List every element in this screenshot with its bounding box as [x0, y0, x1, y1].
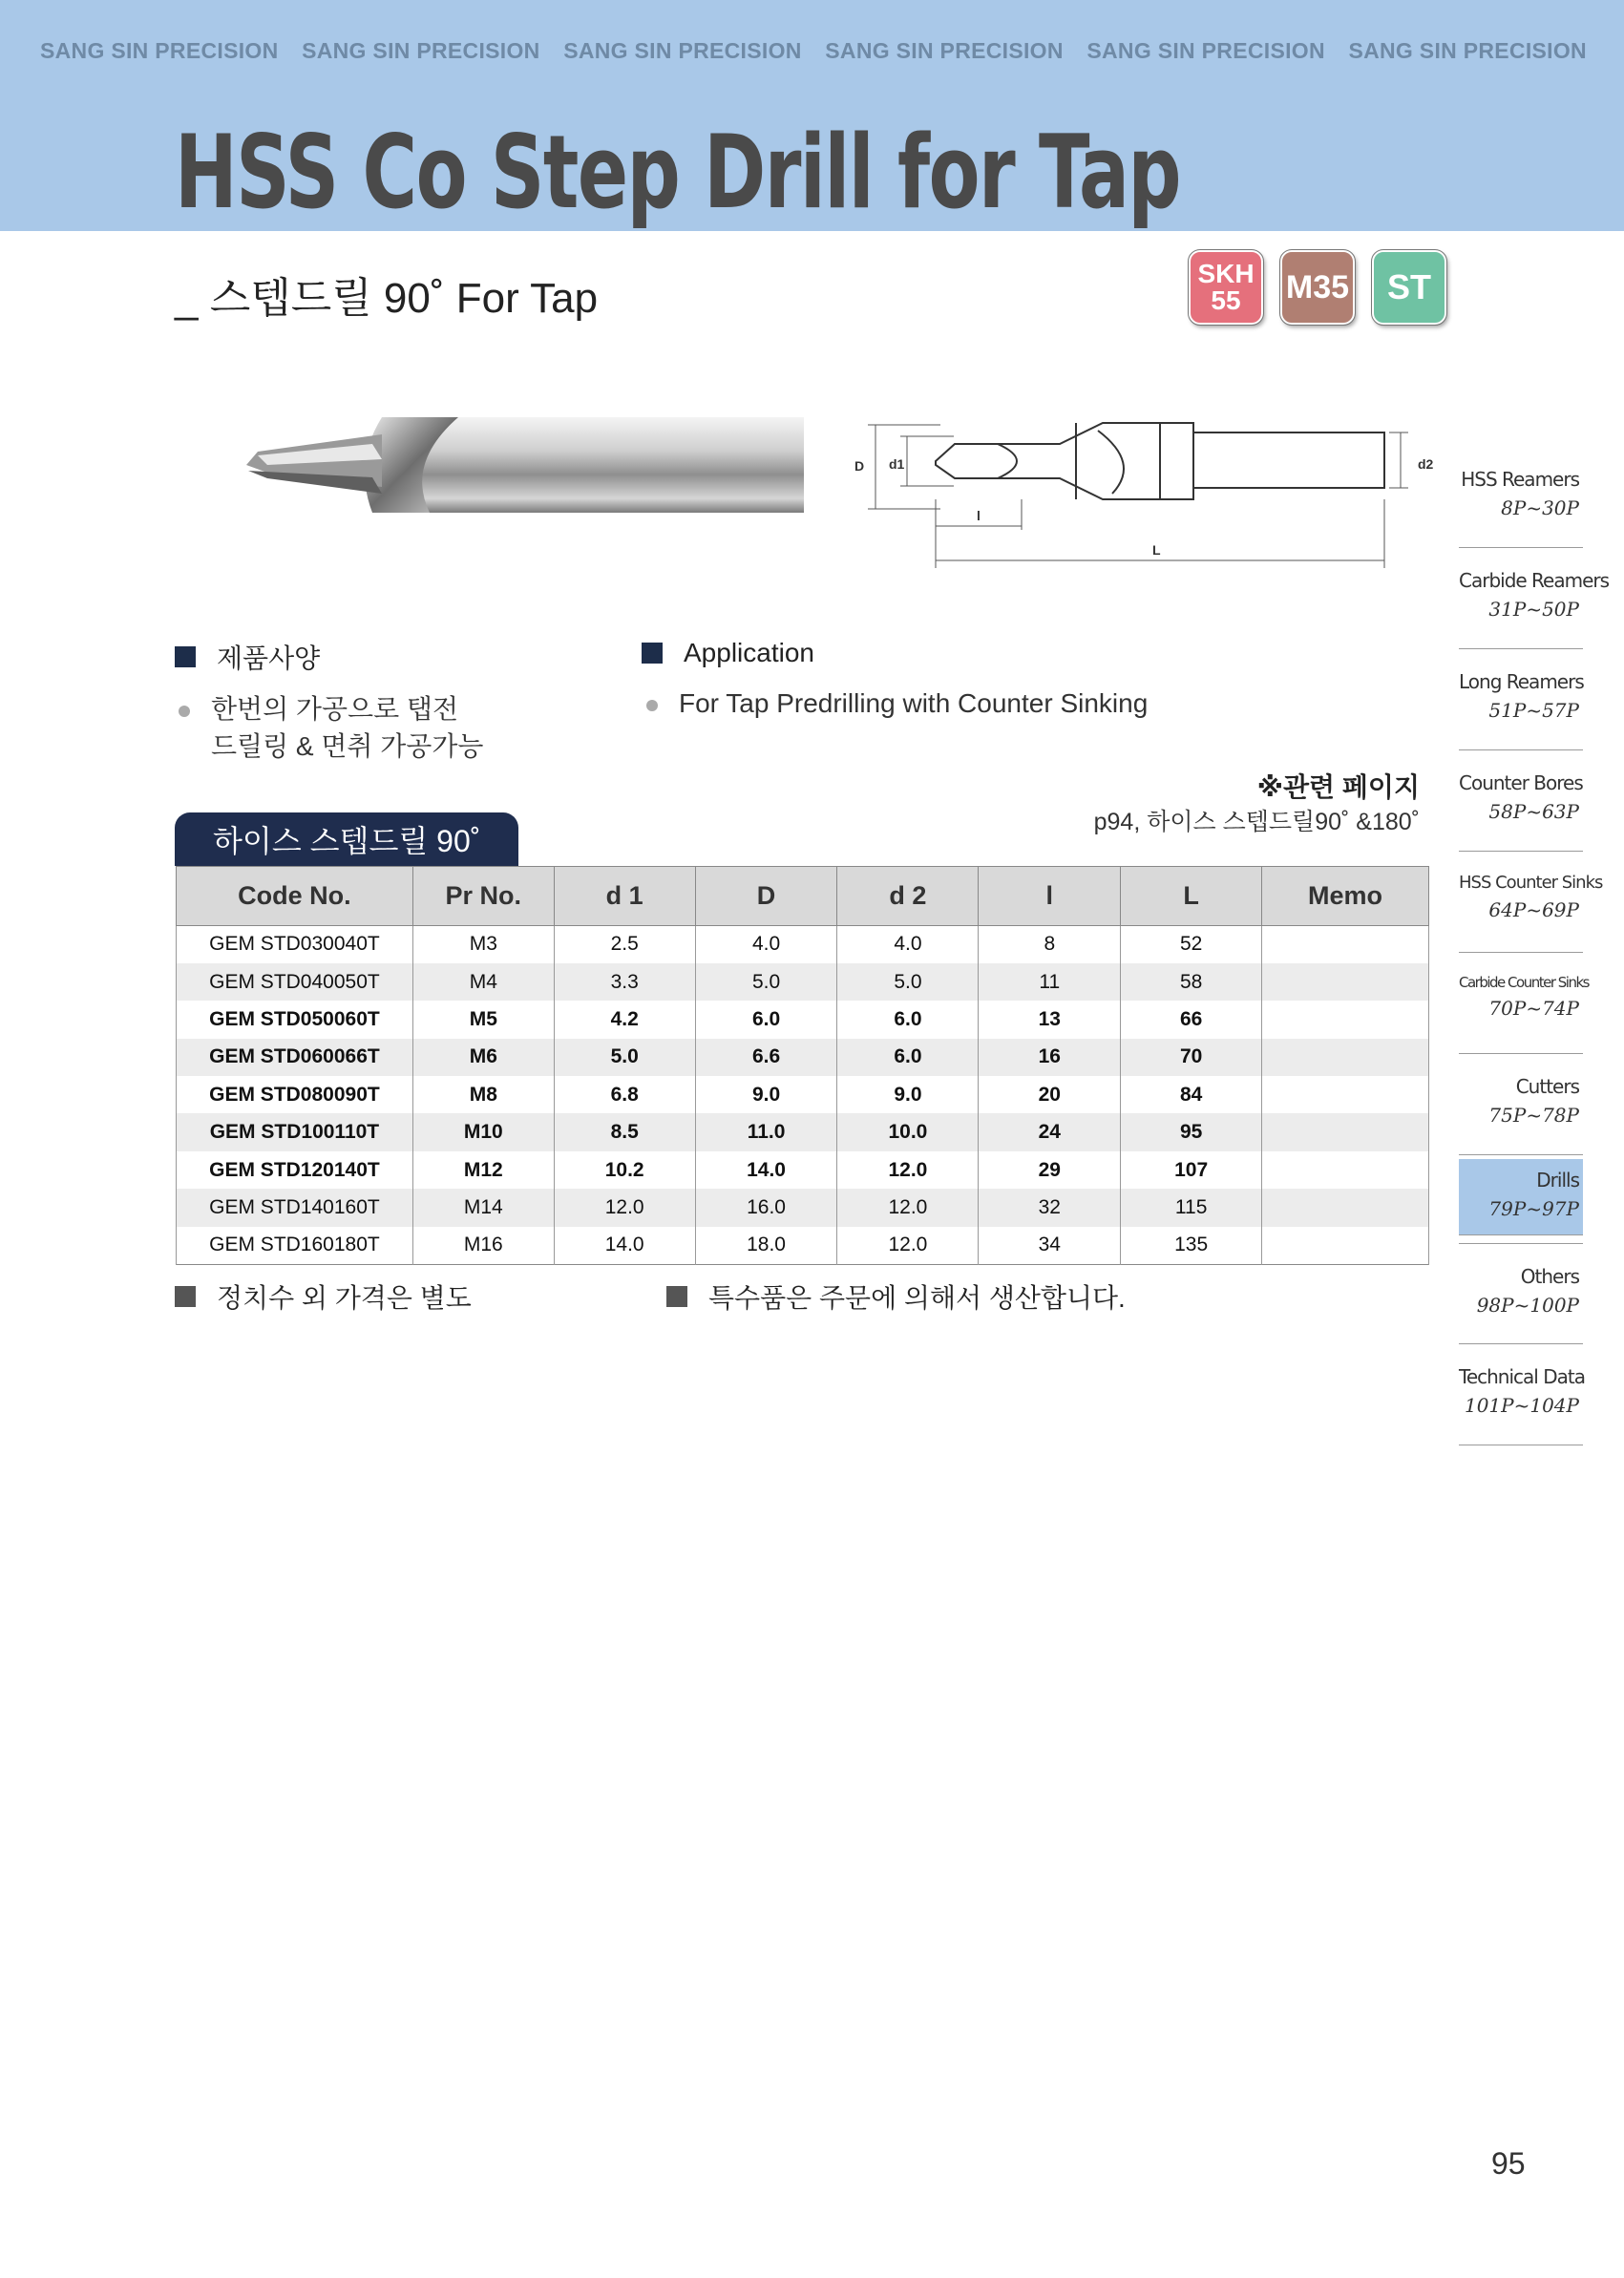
table-row — [177, 1151, 1429, 1189]
cell-pr: M12 — [412, 1151, 554, 1189]
cell-D: 11.0 — [695, 1113, 837, 1150]
cell-d1: 12.0 — [554, 1189, 695, 1226]
nav-item-pages: 98P~100P — [1476, 1294, 1579, 1317]
cell-d1: 6.8 — [554, 1076, 695, 1113]
table-row — [177, 1189, 1429, 1226]
cell-pr: M3 — [412, 926, 554, 963]
side-nav — [1459, 447, 1610, 1445]
cell-d1: 14.0 — [554, 1227, 695, 1264]
cell-memo — [1262, 1113, 1429, 1150]
nav-item-pages: 75P~78P — [1488, 1104, 1579, 1127]
table-row — [177, 1227, 1429, 1264]
badge-m35 — [1280, 250, 1355, 325]
cell-l: 32 — [979, 1189, 1121, 1226]
nav-item-pages: 101P~104P — [1464, 1394, 1579, 1417]
cell-L: 84 — [1121, 1076, 1262, 1113]
cell-pr: M14 — [412, 1189, 554, 1226]
nav-item-name: Cutters — [1515, 1075, 1579, 1098]
col-header-D: D — [695, 867, 837, 926]
feature-line — [211, 726, 483, 764]
cell-D: 6.0 — [695, 1001, 837, 1038]
application-heading-text: Application — [684, 638, 814, 667]
cell-d1: 10.2 — [554, 1151, 695, 1189]
badge-st — [1372, 250, 1446, 325]
cell-l: 8 — [979, 926, 1121, 963]
nav-item-carbide-counter-sinks[interactable] — [1459, 953, 1589, 1054]
nav-item-name: Others — [1520, 1265, 1579, 1288]
application-heading — [642, 638, 814, 668]
page-number: 95 — [1491, 2146, 1526, 2181]
col-header-d1: d 1 — [554, 867, 695, 926]
table-row — [177, 1039, 1429, 1076]
features-heading — [175, 638, 320, 676]
cell-memo — [1262, 1076, 1429, 1113]
footnote-special-order — [666, 1277, 1126, 1316]
nav-item-pages: 51P~57P — [1488, 699, 1579, 722]
brand-text: SANG SIN PRECISION — [302, 38, 540, 63]
feature-text: 한번의 가공으로 탭전 — [211, 694, 458, 724]
nav-item-name: HSS Counter Sinks — [1459, 873, 1603, 893]
page-title: HSS Co Step Drill for Tap — [175, 114, 1181, 231]
nav-item-name: HSS Reamers — [1461, 468, 1579, 491]
square-bullet-icon — [642, 643, 663, 664]
cell-pr: M8 — [412, 1076, 554, 1113]
cell-code: GEM STD060066T — [177, 1039, 413, 1076]
table-tab-text: 하이스 스텝드릴 90˚ — [213, 824, 481, 858]
table-row — [177, 926, 1429, 963]
cell-memo — [1262, 1001, 1429, 1038]
cell-d2: 6.0 — [837, 1039, 979, 1076]
application-line — [646, 688, 1148, 719]
cell-d2: 12.0 — [837, 1227, 979, 1264]
cell-L: 66 — [1121, 1001, 1262, 1038]
nav-item-counter-bores[interactable] — [1459, 750, 1583, 852]
cell-d1: 8.5 — [554, 1113, 695, 1150]
footnote-price — [175, 1277, 472, 1316]
table-row — [177, 1076, 1429, 1113]
cell-l: 24 — [979, 1113, 1121, 1150]
brand-text: SANG SIN PRECISION — [563, 38, 802, 63]
cell-code: GEM STD160180T — [177, 1227, 413, 1264]
footnote-text: 특수품은 주문에 의해서 생산합니다. — [708, 1283, 1126, 1313]
cell-d2: 10.0 — [837, 1113, 979, 1150]
nav-item-technical-data[interactable] — [1459, 1344, 1583, 1445]
cell-d2: 12.0 — [837, 1189, 979, 1226]
cell-l: 16 — [979, 1039, 1121, 1076]
cell-l: 20 — [979, 1076, 1121, 1113]
nav-item-name: Counter Bores — [1459, 771, 1583, 794]
nav-item-name: Technical Data — [1459, 1365, 1585, 1388]
application-text: For Tap Predrilling with Counter Sinking — [679, 688, 1149, 718]
cell-d1: 4.2 — [554, 1001, 695, 1038]
cell-l: 13 — [979, 1001, 1121, 1038]
cell-memo — [1262, 1039, 1429, 1076]
footnote-text: 정치수 외 가격은 별도 — [217, 1283, 472, 1313]
cell-D: 6.6 — [695, 1039, 837, 1076]
col-header-d2: d 2 — [837, 867, 979, 926]
dot-bullet-icon — [646, 700, 658, 711]
nav-item-name: Drills — [1536, 1169, 1579, 1192]
table-row — [177, 963, 1429, 1001]
cell-code: GEM STD050060T — [177, 1001, 413, 1038]
col-header-code: Code No. — [177, 867, 413, 926]
cell-d1: 2.5 — [554, 926, 695, 963]
table-row — [177, 1113, 1429, 1150]
cell-L: 95 — [1121, 1113, 1262, 1150]
cell-L: 70 — [1121, 1039, 1262, 1076]
cell-pr: M5 — [412, 1001, 554, 1038]
cell-pr: M10 — [412, 1113, 554, 1150]
brand-text: SANG SIN PRECISION — [1086, 38, 1325, 63]
cell-D: 18.0 — [695, 1227, 837, 1264]
dim-label-d2: d2 — [1418, 456, 1434, 472]
cell-l: 34 — [979, 1227, 1121, 1264]
square-bullet-icon — [666, 1286, 687, 1307]
cell-d2: 4.0 — [837, 926, 979, 963]
nav-item-pages: 79P~97P — [1488, 1197, 1579, 1220]
nav-item-pages: 8P~30P — [1501, 496, 1579, 519]
col-header-memo: Memo — [1262, 867, 1429, 926]
cell-memo — [1262, 926, 1429, 963]
cell-D: 4.0 — [695, 926, 837, 963]
cell-pr: M16 — [412, 1227, 554, 1264]
brand-text: SANG SIN PRECISION — [40, 38, 279, 63]
cell-d1: 5.0 — [554, 1039, 695, 1076]
dimension-diagram — [854, 387, 1446, 578]
cell-code: GEM STD120140T — [177, 1151, 413, 1189]
spec-table — [176, 866, 1429, 1265]
cell-D: 5.0 — [695, 963, 837, 1001]
cell-memo — [1262, 1227, 1429, 1264]
cell-d2: 12.0 — [837, 1151, 979, 1189]
cell-L: 115 — [1121, 1189, 1262, 1226]
cell-d2: 5.0 — [837, 963, 979, 1001]
col-header-l: l — [979, 867, 1121, 926]
badge-label: SKH 55 — [1197, 259, 1255, 315]
dim-label-l: l — [977, 508, 981, 523]
nav-item-name: Carbide Reamers — [1459, 569, 1610, 592]
square-bullet-icon — [175, 1286, 196, 1307]
feature-text: 드릴링 & 면취 가공가능 — [211, 731, 484, 761]
cell-pr: M4 — [412, 963, 554, 1001]
cell-memo — [1262, 963, 1429, 1001]
page-subtitle: _ 스텝드릴 90˚ For Tap — [175, 275, 599, 322]
badge-label: ST — [1386, 267, 1431, 306]
cell-L: 58 — [1121, 963, 1262, 1001]
related-pages-link[interactable]: p94, 하이스 스텝드릴90˚ &180˚ — [1093, 809, 1420, 835]
drill-photo — [239, 406, 812, 520]
table-header-row — [177, 867, 1429, 926]
nav-item-name: Carbide Counter Sinks — [1459, 974, 1589, 991]
related-pages-title: ※관련 페이지 — [1256, 772, 1420, 802]
nav-item-pages: 64P~69P — [1488, 898, 1579, 921]
cell-code: GEM STD080090T — [177, 1076, 413, 1113]
nav-item-others[interactable] — [1459, 1243, 1583, 1344]
nav-item-pages: 58P~63P — [1488, 800, 1579, 823]
material-badges — [1189, 250, 1446, 325]
cell-D: 16.0 — [695, 1189, 837, 1226]
cell-code: GEM STD140160T — [177, 1189, 413, 1226]
col-header-L: L — [1121, 867, 1262, 926]
nav-item-long-reamers[interactable] — [1459, 649, 1583, 750]
cell-D: 14.0 — [695, 1151, 837, 1189]
cell-pr: M6 — [412, 1039, 554, 1076]
cell-L: 135 — [1121, 1227, 1262, 1264]
square-bullet-icon — [175, 646, 196, 667]
dot-bullet-icon — [179, 706, 190, 717]
nav-item-carbide-reamers[interactable] — [1459, 548, 1610, 649]
nav-item-hss-reamers[interactable] — [1459, 447, 1583, 548]
badge-label: M35 — [1285, 269, 1350, 306]
brand-text: SANG SIN PRECISION — [1348, 38, 1587, 63]
cell-code: GEM STD100110T — [177, 1113, 413, 1150]
nav-item-pages: 31P~50P — [1488, 598, 1579, 621]
feature-line — [179, 688, 458, 727]
nav-item-pages: 70P~74P — [1488, 997, 1579, 1020]
dim-label-D: D — [854, 458, 865, 474]
cell-l: 29 — [979, 1151, 1121, 1189]
nav-item-drills[interactable] — [1459, 1159, 1583, 1235]
cell-l: 11 — [979, 963, 1121, 1001]
cell-code: GEM STD030040T — [177, 926, 413, 963]
brand-text: SANG SIN PRECISION — [825, 38, 1064, 63]
cell-memo — [1262, 1151, 1429, 1189]
cell-d1: 3.3 — [554, 963, 695, 1001]
nav-item-name: Long Reamers — [1459, 670, 1584, 693]
table-row — [177, 1001, 1429, 1038]
cell-D: 9.0 — [695, 1076, 837, 1113]
dim-label-L: L — [1152, 542, 1161, 558]
badge-skh55 — [1189, 250, 1263, 325]
brand-row — [40, 38, 1587, 64]
cell-code: GEM STD040050T — [177, 963, 413, 1001]
cell-L: 52 — [1121, 926, 1262, 963]
nav-item-hss-counter-sinks[interactable] — [1459, 852, 1603, 953]
col-header-pr: Pr No. — [412, 867, 554, 926]
cell-d2: 6.0 — [837, 1001, 979, 1038]
cell-memo — [1262, 1189, 1429, 1226]
table-tab-label — [175, 812, 518, 866]
cell-L: 107 — [1121, 1151, 1262, 1189]
dim-label-d1: d1 — [889, 456, 905, 472]
cell-d2: 9.0 — [837, 1076, 979, 1113]
features-heading-text: 제품사양 — [217, 643, 321, 673]
nav-item-cutters[interactable] — [1459, 1054, 1583, 1155]
